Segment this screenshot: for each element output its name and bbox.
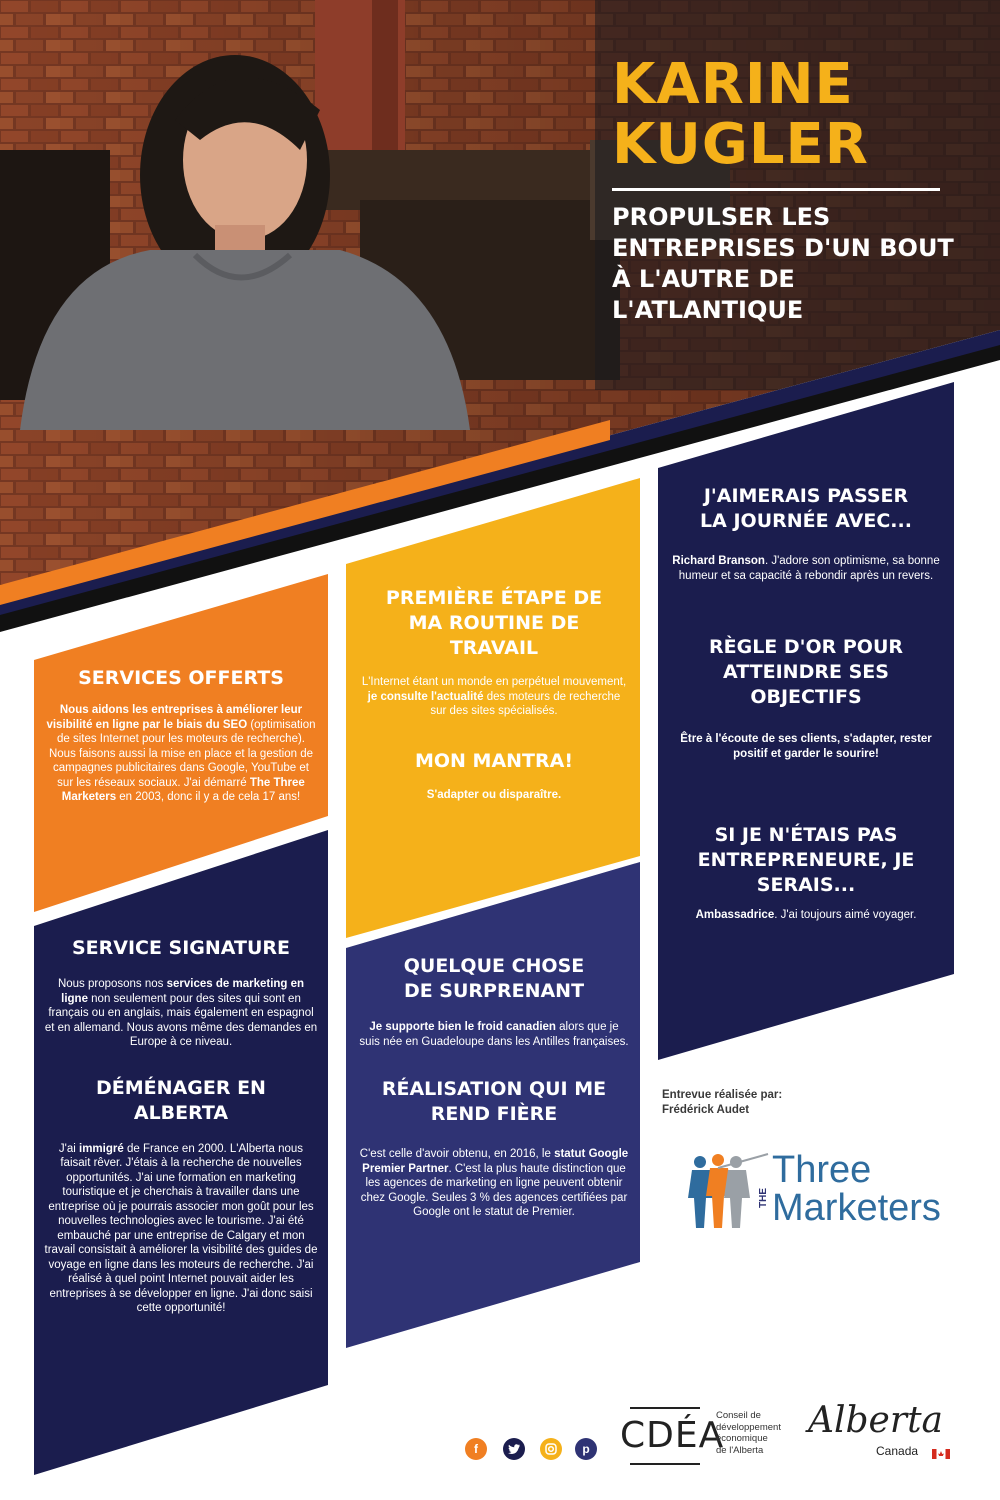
- cdea-mark: CDÉA: [620, 1415, 725, 1456]
- section-body: Nous aidons les entreprises à améliorer leur visibilité en ligne par le biais du SEO (optimisation de sites Internet pour les moteurs de recherche). Nous faisons aussi la mise en place et la gestion de campagnes publicitaires dans Google, YouTube et sur les réseaux sociaux. J'ai démarré The Three Marketers en 2003, donc il y a de cela 17 ans!: [46, 704, 316, 803]
- cdea-line: économique: [716, 1433, 768, 1444]
- section-title: DÉMÉNAGER EN ALBERTA: [96, 1076, 266, 1124]
- cdea-name: [716, 1410, 806, 1456]
- cdea-line: Conseil de: [716, 1410, 761, 1421]
- subtitle-line: À L'AUTRE DE: [612, 265, 795, 293]
- interview-credit: [662, 1088, 862, 1118]
- section-title: MON MANTRA!: [414, 749, 574, 772]
- section-body: Je supporte bien le froid canadien alors que je suis née en Guadeloupe dans les Antilles françaises.: [359, 1021, 629, 1048]
- alberta-wordmark: Alberta: [808, 1400, 943, 1441]
- title-divider: [612, 188, 940, 191]
- name-first: KARINE: [612, 52, 854, 117]
- pinterest-icon[interactable]: p: [575, 1438, 597, 1460]
- section-body: C'est celle d'avoir obtenu, en 2016, le statut Google Premier Partner. C'est la plus haute distinction que les agences de marketing en ligne peuvent obtenir chez Google. Seules 3 % des agences certifiées par Google ont le statut de Premier.: [359, 1148, 629, 1218]
- section-title: SERVICES OFFERTS: [78, 667, 284, 689]
- article-subtitle: [612, 202, 992, 326]
- subtitle-line: ENTREPRISES D'UN BOUT: [612, 234, 954, 262]
- cdea-line: de l'Alberta: [716, 1444, 764, 1456]
- section-body: Ambassadrice. J'ai toujours aimé voyager.: [695, 909, 917, 921]
- section-body: Richard Branson. J'adore son optimisme, sa bonne humeur et sa capacité à rebondir après un revers.: [672, 555, 940, 582]
- facebook-icon[interactable]: f: [465, 1438, 487, 1460]
- twitter-icon[interactable]: [503, 1438, 525, 1460]
- panel-service-signature: [34, 830, 330, 1478]
- credit-author: Frédérick Audet: [662, 1104, 750, 1116]
- panel-surprenant: [346, 862, 642, 1350]
- alberta-logo: [808, 1400, 968, 1470]
- section-title: SERVICE SIGNATURE: [71, 937, 291, 959]
- cdea-rule-top: [630, 1407, 700, 1409]
- instagram-icon[interactable]: [540, 1438, 562, 1460]
- person-name: [612, 52, 992, 177]
- subtitle-line: L'ATLANTIQUE: [612, 296, 804, 324]
- three-marketers-logo: [688, 1148, 948, 1232]
- section-title: SI JE N'ÉTAIS PAS ENTREPRENEURE, JE SERAIS...: [697, 824, 915, 896]
- cdea-line: développement: [716, 1421, 781, 1433]
- section-body: S'adapter ou disparaître.: [426, 788, 562, 801]
- canada-flag-icon: [932, 1446, 950, 1456]
- name-last: KUGLER: [612, 112, 869, 177]
- logo-word-three: Three: [772, 1149, 872, 1191]
- section-title: QUELQUE CHOSE DE SURPRENANT: [403, 955, 585, 1002]
- section-title: RÈGLE D'OR POUR ATTEINDRE SES OBJECTIFS: [708, 636, 904, 708]
- section-title: PREMIÈRE ÉTAPE DE MA ROUTINE DE TRAVAIL: [385, 587, 603, 659]
- canada-label: Canada: [876, 1444, 919, 1458]
- section-body: L'Internet étant un monde en perpétuel mouvement, je consulte l'actualité des moteurs de recherche sur des sites spécialisés.: [361, 676, 627, 717]
- cdea-rule-bottom: [630, 1463, 700, 1465]
- logo-word-marketers: Marketers: [772, 1187, 941, 1229]
- subtitle-line: PROPULSER LES: [612, 203, 831, 231]
- section-body: Être à l'écoute de ses clients, s'adapter, rester positif et garder le sourire!: [680, 733, 932, 760]
- section-title: RÉALISATION QUI ME REND FIÈRE: [381, 1078, 607, 1125]
- logo-the: THE: [758, 1188, 769, 1208]
- section-body: J'ai immigré de France en 2000. L'Alberta nous faisait rêver. J'étais à la recherche de nouvelles opportunités. J'ai une formation en marketing touristique et je cherchais à travailler dans une entreprise où je pourrais associer mon goût pour les nouvelles technologies avec le tourisme. J'ai été embauché par une entreprise de Calgary et mon travail consistait à améliorer la visibilité des guides de voyage en ligne dans les moteurs de recherche. J'ai réalisé à quel point Internet pouvait aider les entreprises à se développer en ligne. J'ai donc saisi cette opportunité!: [44, 1142, 318, 1314]
- credit-label: Entrevue réalisée par:: [662, 1089, 783, 1101]
- section-body: Nous proposons nos services de marketing en ligne non seulement pour des sites qui sont en français ou en anglais, mais également en espagnol et en allemand. Nous avons même des demandes en Europe à ce niveau.: [44, 978, 318, 1048]
- section-title: J'AIMERAIS PASSER LA JOURNÉE AVEC...: [700, 485, 912, 532]
- panel-journee: [658, 382, 956, 1062]
